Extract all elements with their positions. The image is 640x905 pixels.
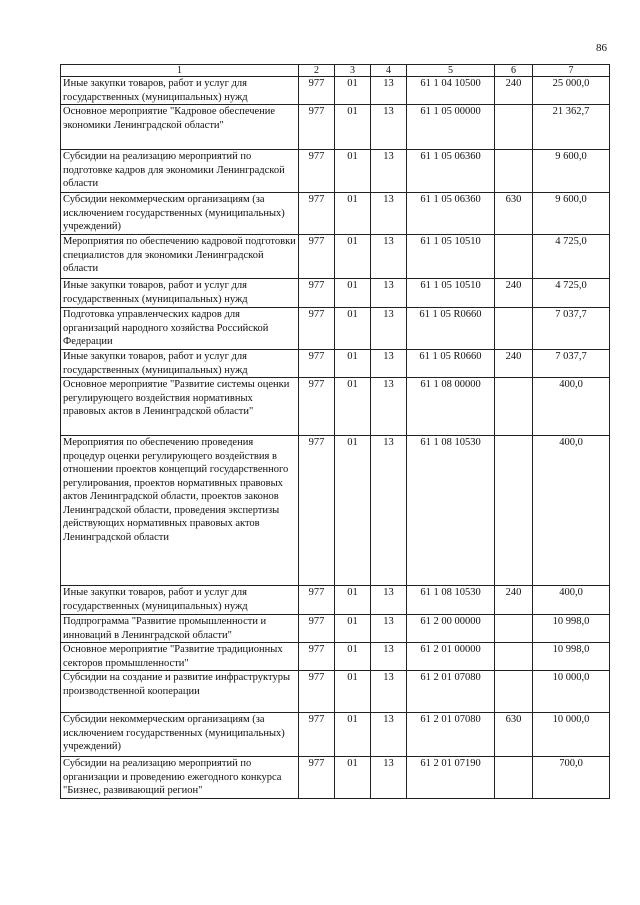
row-code-6	[495, 671, 533, 713]
row-code-2: 977	[299, 235, 335, 279]
row-code-6	[495, 615, 533, 643]
row-code-4: 13	[371, 193, 407, 235]
row-code-6	[495, 757, 533, 799]
row-code-5: 61 2 00 00000	[407, 615, 495, 643]
row-code-2: 977	[299, 308, 335, 350]
row-code-4: 13	[371, 105, 407, 150]
row-amount: 400,0	[533, 586, 610, 615]
table-row	[61, 757, 610, 799]
row-code-3: 01	[335, 615, 371, 643]
row-amount: 4 725,0	[533, 279, 610, 308]
row-name: Основное мероприятие "Кадровое обеспечение экономики Ленинградской области"	[61, 105, 299, 150]
row-code-5: 61 2 01 07190	[407, 757, 495, 799]
table-row	[61, 436, 610, 586]
row-code-2: 977	[299, 150, 335, 193]
row-code-3: 01	[335, 308, 371, 350]
table-row	[61, 279, 610, 308]
row-code-3: 01	[335, 436, 371, 586]
row-code-6	[495, 378, 533, 436]
row-name: Субсидии на создание и развитие инфраструктуры производственной кооперации	[61, 671, 299, 713]
row-code-5: 61 1 05 10510	[407, 235, 495, 279]
row-code-2: 977	[299, 350, 335, 378]
header-cell-7: 7	[533, 65, 610, 77]
row-amount: 10 998,0	[533, 615, 610, 643]
row-amount: 10 000,0	[533, 713, 610, 757]
row-code-2: 977	[299, 671, 335, 713]
row-code-2: 977	[299, 643, 335, 671]
table-row	[61, 586, 610, 615]
row-code-4: 13	[371, 671, 407, 713]
row-code-5: 61 2 01 07080	[407, 671, 495, 713]
row-code-4: 13	[371, 378, 407, 436]
row-code-3: 01	[335, 235, 371, 279]
header-cell-5: 5	[407, 65, 495, 77]
row-code-4: 13	[371, 150, 407, 193]
row-code-6: 240	[495, 586, 533, 615]
row-code-3: 01	[335, 713, 371, 757]
row-code-6: 240	[495, 279, 533, 308]
row-code-6	[495, 235, 533, 279]
row-code-3: 01	[335, 193, 371, 235]
row-name: Субсидии на реализацию мероприятий по подготовке кадров для экономики Ленинградской области	[61, 150, 299, 193]
row-code-5: 61 1 08 00000	[407, 378, 495, 436]
table-row	[61, 350, 610, 378]
table-row	[61, 615, 610, 643]
table-row	[61, 235, 610, 279]
row-code-5: 61 1 05 00000	[407, 105, 495, 150]
header-cell-1: 1	[61, 65, 299, 77]
row-amount: 7 037,7	[533, 350, 610, 378]
row-code-5: 61 1 05 R0660	[407, 350, 495, 378]
row-code-3: 01	[335, 150, 371, 193]
table-row	[61, 150, 610, 193]
row-code-5: 61 1 04 10500	[407, 77, 495, 105]
row-code-6: 240	[495, 77, 533, 105]
row-code-2: 977	[299, 615, 335, 643]
row-code-4: 13	[371, 713, 407, 757]
row-name: Субсидии некоммерческим организациям (за исключением государственных (муниципальных) учреждений)	[61, 713, 299, 757]
row-code-6	[495, 643, 533, 671]
row-code-2: 977	[299, 436, 335, 586]
row-code-5: 61 1 05 06360	[407, 193, 495, 235]
row-code-4: 13	[371, 279, 407, 308]
row-code-3: 01	[335, 586, 371, 615]
row-code-6	[495, 105, 533, 150]
row-code-3: 01	[335, 643, 371, 671]
row-name: Подпрограмма "Развитие промышленности и инноваций в Ленинградской области"	[61, 615, 299, 643]
header-cell-4: 4	[371, 65, 407, 77]
row-code-3: 01	[335, 77, 371, 105]
row-code-5: 61 1 08 10530	[407, 586, 495, 615]
row-amount: 400,0	[533, 378, 610, 436]
row-name: Основное мероприятие "Развитие системы оценки регулирующего воздействия нормативных правовых актов в Ленинградской области"	[61, 378, 299, 436]
row-code-5: 61 2 01 00000	[407, 643, 495, 671]
row-code-2: 977	[299, 378, 335, 436]
row-code-4: 13	[371, 643, 407, 671]
row-name: Мероприятия по обеспечению проведения процедур оценки регулирующего воздействия в отношении проектов концепций государственного регулирования, проектов нормативных правовых актов Ленинградской области, проектов законов Ленинградской области, проведения экспертизы действующих нормативных правовых актов Ленинградской области	[61, 436, 299, 586]
row-amount: 21 362,7	[533, 105, 610, 150]
row-name: Субсидии некоммерческим организациям (за исключением государственных (муниципальных) учреждений)	[61, 193, 299, 235]
row-code-5: 61 1 05 06360	[407, 150, 495, 193]
header-cell-6: 6	[495, 65, 533, 77]
table-row	[61, 77, 610, 105]
row-code-2: 977	[299, 193, 335, 235]
row-code-2: 977	[299, 279, 335, 308]
row-code-2: 977	[299, 77, 335, 105]
row-code-4: 13	[371, 586, 407, 615]
row-code-3: 01	[335, 378, 371, 436]
row-code-3: 01	[335, 671, 371, 713]
row-amount: 10 998,0	[533, 643, 610, 671]
page-number: 86	[596, 42, 607, 54]
row-code-4: 13	[371, 757, 407, 799]
row-amount: 9 600,0	[533, 193, 610, 235]
row-code-6: 630	[495, 713, 533, 757]
table-row	[61, 105, 610, 150]
row-code-5: 61 1 05 10510	[407, 279, 495, 308]
row-name: Подготовка управленческих кадров для организаций народного хозяйства Российской Федерации	[61, 308, 299, 350]
table-row	[61, 193, 610, 235]
table-row	[61, 378, 610, 436]
row-name: Мероприятия по обеспечению кадровой подготовки специалистов для экономики Ленинградской области	[61, 235, 299, 279]
row-code-4: 13	[371, 235, 407, 279]
row-amount: 400,0	[533, 436, 610, 586]
row-code-5: 61 1 08 10530	[407, 436, 495, 586]
table-row	[61, 308, 610, 350]
row-code-4: 13	[371, 77, 407, 105]
row-code-3: 01	[335, 350, 371, 378]
row-amount: 4 725,0	[533, 235, 610, 279]
row-code-5: 61 2 01 07080	[407, 713, 495, 757]
row-code-3: 01	[335, 757, 371, 799]
row-code-4: 13	[371, 308, 407, 350]
row-name: Иные закупки товаров, работ и услуг для государственных (муниципальных) нужд	[61, 586, 299, 615]
row-amount: 10 000,0	[533, 671, 610, 713]
row-code-4: 13	[371, 615, 407, 643]
row-code-3: 01	[335, 279, 371, 308]
row-name: Иные закупки товаров, работ и услуг для государственных (муниципальных) нужд	[61, 279, 299, 308]
row-code-6: 240	[495, 350, 533, 378]
table-row	[61, 643, 610, 671]
row-code-6	[495, 150, 533, 193]
row-code-6	[495, 436, 533, 586]
row-code-3: 01	[335, 105, 371, 150]
row-name: Основное мероприятие "Развитие традиционных секторов промышленности"	[61, 643, 299, 671]
row-name: Иные закупки товаров, работ и услуг для государственных (муниципальных) нужд	[61, 350, 299, 378]
row-amount: 700,0	[533, 757, 610, 799]
row-amount: 7 037,7	[533, 308, 610, 350]
row-code-2: 977	[299, 713, 335, 757]
row-code-4: 13	[371, 350, 407, 378]
row-code-5: 61 1 05 R0660	[407, 308, 495, 350]
row-code-2: 977	[299, 105, 335, 150]
row-amount: 9 600,0	[533, 150, 610, 193]
row-code-6: 630	[495, 193, 533, 235]
row-code-2: 977	[299, 757, 335, 799]
table-header-row	[61, 65, 610, 77]
header-cell-3: 3	[335, 65, 371, 77]
table-row	[61, 713, 610, 757]
budget-table	[60, 64, 610, 799]
row-code-6	[495, 308, 533, 350]
row-amount: 25 000,0	[533, 77, 610, 105]
table-row	[61, 671, 610, 713]
row-name: Субсидии на реализацию мероприятий по организации и проведению ежегодного конкурса "Бизнес, развивающий регион"	[61, 757, 299, 799]
header-cell-2: 2	[299, 65, 335, 77]
row-code-4: 13	[371, 436, 407, 586]
row-code-2: 977	[299, 586, 335, 615]
row-name: Иные закупки товаров, работ и услуг для государственных (муниципальных) нужд	[61, 77, 299, 105]
